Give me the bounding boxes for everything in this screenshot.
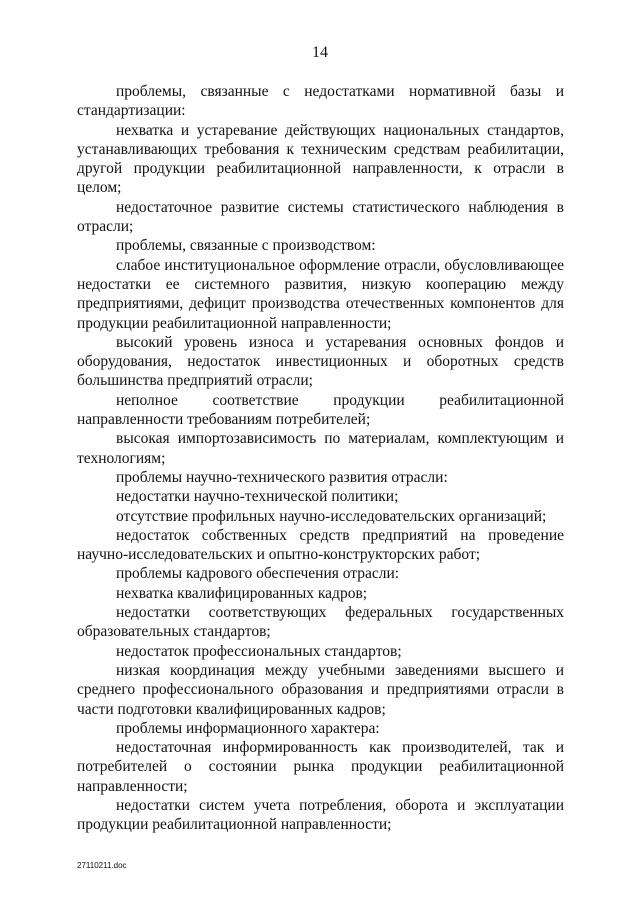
paragraph: недостатки систем учета потребления, оборота и эксплуатации продукции реабилитационной направленности; [77, 796, 564, 834]
paragraph: неполное соответствие продукции реабилитационной направленности требованиям потребителей; [77, 391, 564, 429]
paragraph: недостатки научно-технической политики; [116, 488, 399, 506]
paragraph: проблемы, связанные с недостатками нормативной базы и стандартизации: [77, 83, 564, 120]
paragraph: проблемы научно-технического развития отрасли: [116, 468, 448, 486]
paragraph: нехватка квалифицированных кадров; [116, 584, 368, 602]
paragraph: слабое институциональное оформление отрасли, обусловливающее недостатки ее системного развития, низкую кооперацию между предприятиями, дефицит производства отечественных компонентов для продукции реабилитационной направленности; [77, 256, 564, 332]
paragraph: высокая импортозависимость по материалам, комплектующим и технологиям; [77, 430, 564, 467]
paragraph: проблемы информационного характера: [116, 719, 380, 737]
paragraph: нехватка и устаревание действующих национальных стандартов, устанавливающих требования к техническим средствам реабилитации, другой продукции реабилитационной направленности, к отрасли в целом; [77, 121, 564, 197]
document-body [77, 82, 564, 835]
paragraph: недостаток профессиональных стандартов; [116, 642, 402, 660]
footer-file-name: 27110211.doc [77, 861, 127, 870]
paragraph: недостаточная информированность как производителей, так и потребителей о состоянии рынка продукции реабилитационной направленности; [77, 739, 564, 795]
paragraph: низкая координация между учебными заведениями высшего и среднего профессионального образования и предприятиями отрасли в части подготовки квалифицированных кадров; [77, 661, 564, 718]
paragraph: проблемы кадрового обеспечения отрасли: [116, 565, 400, 583]
paragraph: высокий уровень износа и устаревания основных фондов и оборудования, недостаток инвестиционных и оборотных средств большинства предприятий отрасли; [77, 333, 564, 390]
paragraph: недостатки соответствующих федеральных государственных образовательных стандартов; [77, 604, 564, 641]
page-number: 14 [312, 44, 328, 61]
paragraph: недостаточное развитие системы статистического наблюдения в отрасли; [77, 198, 564, 236]
paragraph: отсутствие профильных научно-исследовательских организаций; [116, 507, 547, 525]
paragraph: недостаток собственных средств предприятий на проведение научно-исследовательских и опытно-конструкторских работ; [77, 526, 564, 564]
paragraph: проблемы, связанные с производством: [116, 237, 376, 255]
